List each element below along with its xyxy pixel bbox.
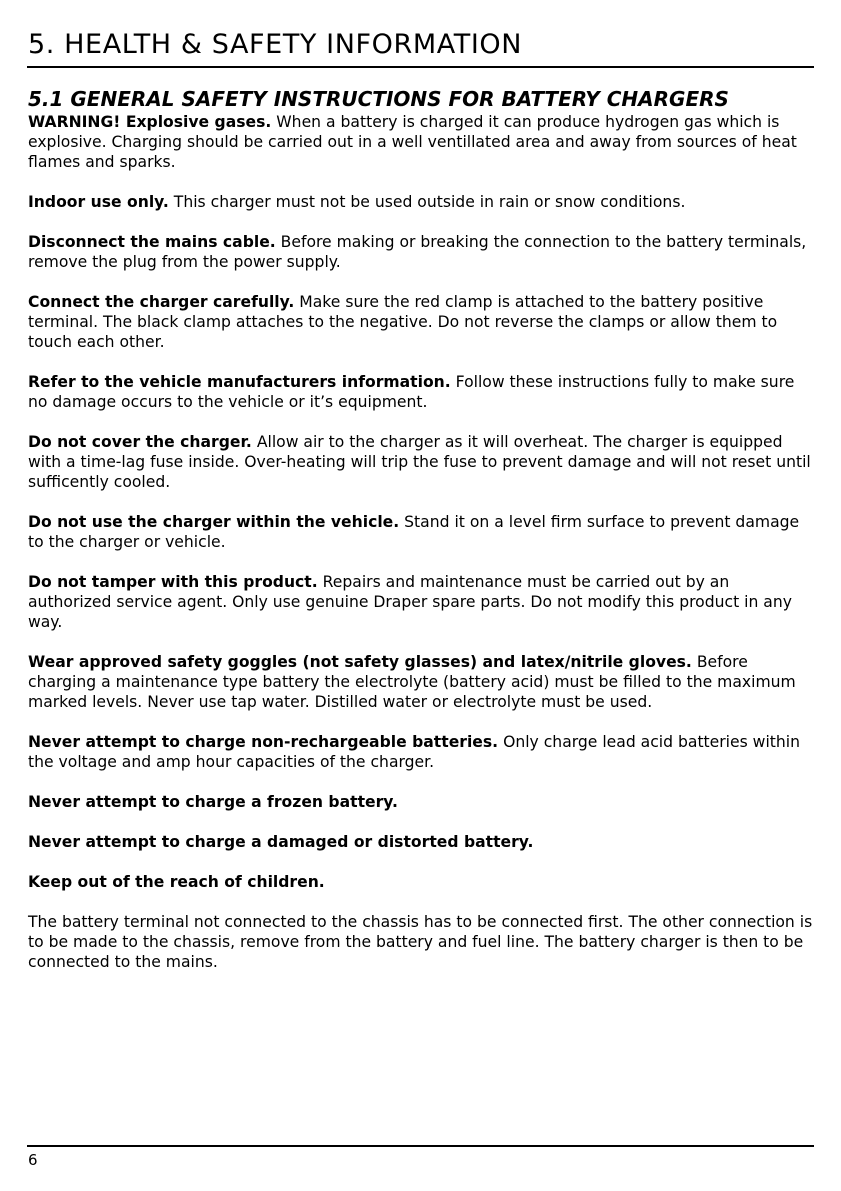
instruction-paragraph bbox=[28, 872, 814, 892]
instruction-heading: Never attempt to charge a damaged or distorted battery. bbox=[28, 833, 534, 851]
instruction-heading: Connect the charger carefully. bbox=[28, 293, 295, 311]
instruction-text: Make sure the red clamp is attached to the battery positive terminal. The black clamp attaches to the negative. Do not reverse the clamps or allow them to touch each other. bbox=[28, 293, 778, 351]
instruction-text: Allow air to the charger as it will overheat. The charger is equipped with a time-lag fuse inside. Over-heating will trip the fuse to prevent damage and will not reset until sufficently cooled. bbox=[28, 433, 811, 491]
instruction-paragraph bbox=[28, 832, 814, 852]
instruction-paragraph bbox=[28, 732, 814, 772]
instruction-heading: Never attempt to charge a frozen battery. bbox=[28, 793, 398, 811]
instructions-body bbox=[28, 112, 814, 992]
page-number: 6 bbox=[28, 1151, 38, 1169]
instruction-paragraph bbox=[28, 232, 814, 272]
instruction-paragraph bbox=[28, 572, 814, 632]
instruction-paragraph bbox=[28, 112, 814, 172]
header-divider bbox=[27, 66, 814, 68]
section-title: 5.1 GENERAL SAFETY INSTRUCTIONS FOR BATTERY CHARGERS bbox=[28, 87, 729, 111]
instruction-text: Before charging a maintenance type battery the electrolyte (battery acid) must be filled to the maximum marked levels. Never use tap water. Distilled water or electrolyte must be used. bbox=[28, 653, 796, 711]
instruction-heading: WARNING! Explosive gases. bbox=[28, 113, 272, 131]
instruction-paragraph bbox=[28, 432, 814, 492]
instruction-heading: Do not use the charger within the vehicle. bbox=[28, 513, 400, 531]
instruction-heading: Refer to the vehicle manufacturers information. bbox=[28, 373, 451, 391]
instruction-heading: Indoor use only. bbox=[28, 193, 169, 211]
instruction-heading: Do not cover the charger. bbox=[28, 433, 252, 451]
instruction-paragraph bbox=[28, 512, 814, 552]
instruction-heading: Wear approved safety goggles (not safety glasses) and latex/nitrile gloves. bbox=[28, 653, 692, 671]
footer-divider bbox=[27, 1145, 814, 1147]
instruction-heading: Disconnect the mains cable. bbox=[28, 233, 276, 251]
instruction-paragraph bbox=[28, 792, 814, 812]
instruction-heading: Do not tamper with this product. bbox=[28, 573, 318, 591]
instruction-paragraph bbox=[28, 652, 814, 712]
instruction-paragraph bbox=[28, 372, 814, 412]
instruction-text: Follow these instructions fully to make sure no damage occurs to the vehicle or it’s equipment. bbox=[28, 373, 795, 411]
instruction-text: Before making or breaking the connection to the battery terminals, remove the plug from the power supply. bbox=[28, 233, 807, 271]
instruction-text: The battery terminal not connected to the chassis has to be connected first. The other connection is to be made to the chassis, remove from the battery and fuel line. The battery charger is then to be connected to the mains. bbox=[28, 913, 813, 971]
instruction-text: Repairs and maintenance must be carried out by an authorized service agent. Only use genuine Draper spare parts. Do not modify this product in any way. bbox=[28, 573, 792, 631]
instruction-paragraph bbox=[28, 292, 814, 352]
instruction-heading: Keep out of the reach of children. bbox=[28, 873, 325, 891]
instruction-heading: Never attempt to charge non-rechargeable batteries. bbox=[28, 733, 499, 751]
instruction-paragraph bbox=[28, 192, 814, 212]
instruction-text: Stand it on a level firm surface to prevent damage to the charger or vehicle. bbox=[28, 513, 800, 551]
instruction-paragraph bbox=[28, 912, 814, 972]
instruction-text: Only charge lead acid batteries within the voltage and amp hour capacities of the charger. bbox=[28, 733, 800, 771]
instruction-text: This charger must not be used outside in rain or snow conditions. bbox=[173, 193, 686, 211]
page-title: 5. HEALTH & SAFETY INFORMATION bbox=[28, 29, 523, 60]
instruction-text: When a battery is charged it can produce hydrogen gas which is explosive. Charging should be carried out in a well ventillated area and away from sources of heat flames and sparks. bbox=[28, 113, 797, 171]
